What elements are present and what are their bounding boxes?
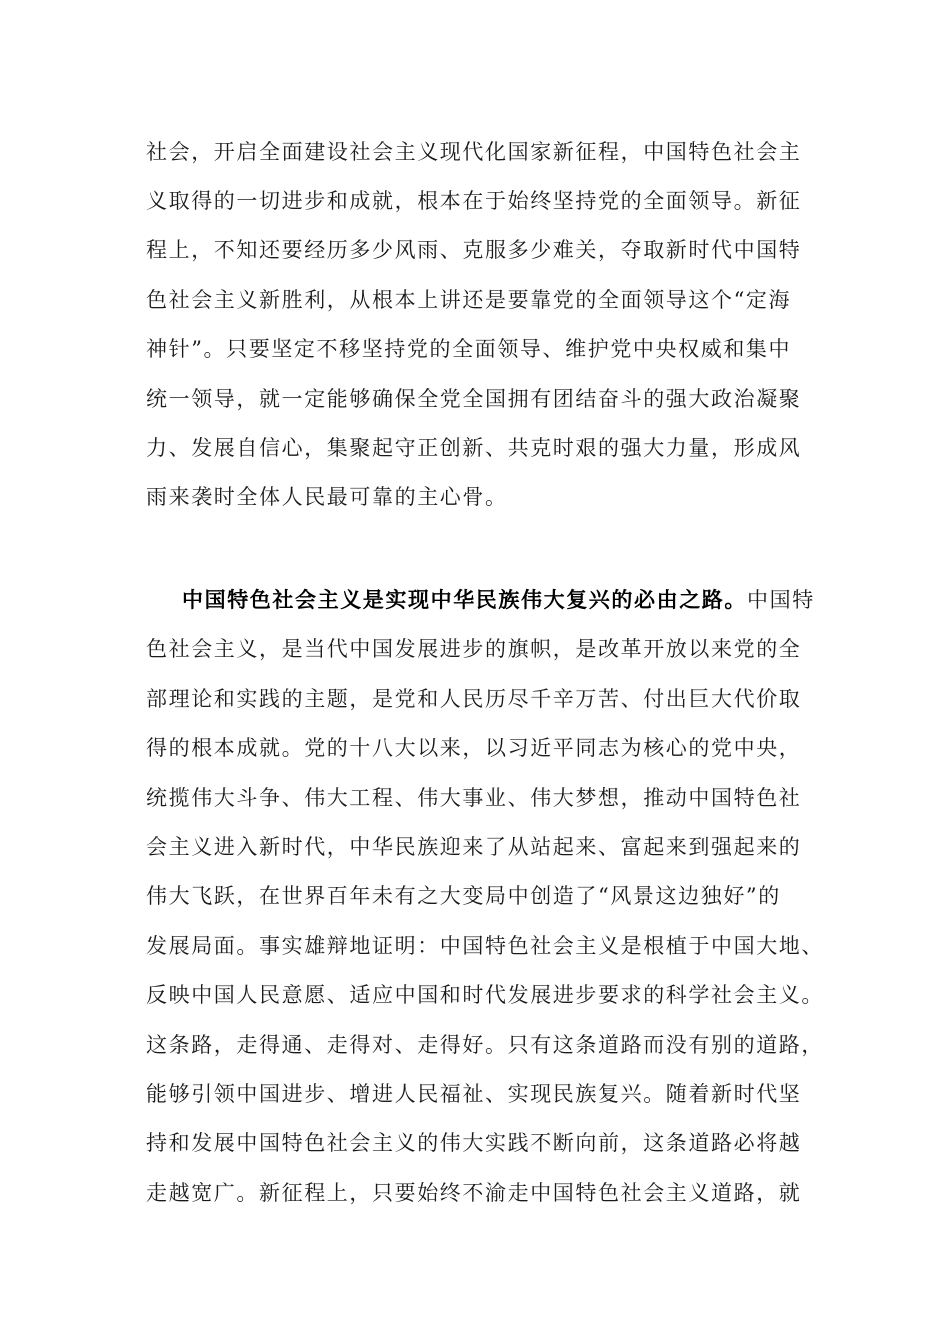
text-line: 神针”。只要坚定不移坚持党的全面领导、维护党中央权威和集中 — [146, 337, 792, 361]
text-line: 义取得的一切进步和成就，根本在于始终坚持党的全面领导。新征 — [146, 189, 802, 213]
text-line-first — [182, 580, 815, 620]
text-line: 伟大飞跃，在世界百年未有之大变局中创造了“风景这边独好”的 — [146, 884, 781, 908]
text-line: 得的根本成就。党的十八大以来，以习近平同志为核心的党中央， — [146, 736, 802, 760]
text-line: 反映中国人民意愿、适应中国和时代发展进步要求的科学社会主义。 — [146, 983, 824, 1007]
text-line: 能够引领中国进步、增进人民福祉、实现民族复兴。随着新时代坚 — [146, 1082, 802, 1106]
text-line: 统揽伟大斗争、伟大工程、伟大事业、伟大梦想，推动中国特色社 — [146, 786, 802, 810]
text-line: 发展局面。事实雄辩地证明：中国特色社会主义是根植于中国大地、 — [146, 934, 824, 958]
text-line: 社会，开启全面建设社会主义现代化国家新征程，中国特色社会主 — [146, 140, 802, 164]
text-line: 色社会主义新胜利，从根本上讲还是要靠党的全面领导这个“定海 — [146, 288, 792, 312]
paragraph-heading: 中国特色社会主义是实现中华民族伟大复兴的必由之路。 — [182, 587, 747, 612]
text-line: 这条路，走得通、走得对、走得好。只有这条道路而没有别的道路， — [146, 1033, 824, 1057]
text-line: 会主义进入新时代，中华民族迎来了从站起来、富起来到强起来的 — [146, 835, 802, 859]
text-line: 持和发展中国特色社会主义的伟大实践不断向前，这条道路必将越 — [146, 1131, 802, 1155]
text-line: 统一领导，就一定能够确保全党全国拥有团结奋斗的强大政治凝聚 — [146, 387, 802, 411]
text-line: 力、发展自信心，集聚起守正创新、共克时艰的强大力量，形成风 — [146, 436, 802, 460]
first-line-rest: 中国特 — [747, 588, 815, 612]
text-line: 程上，不知还要经历多少风雨、克服多少难关，夺取新时代中国特 — [146, 238, 802, 262]
text-line: 部理论和实践的主题，是党和人民历尽千辛万苦、付出巨大代价取 — [146, 687, 802, 711]
text-line: 走越宽广。新征程上，只要始终不渝走中国特色社会主义道路，就 — [146, 1181, 802, 1205]
text-line: 雨来袭时全体人民最可靠的主心骨。 — [146, 485, 508, 509]
text-line: 色社会主义，是当代中国发展进步的旗帜，是改革开放以来党的全 — [146, 637, 802, 661]
